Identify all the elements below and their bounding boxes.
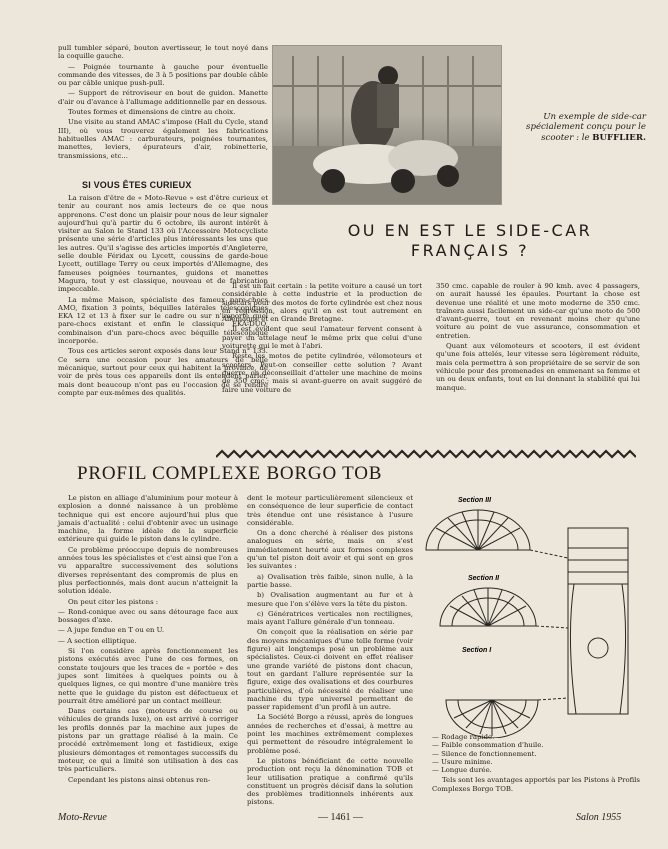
paragraph: — A section elliptique. — [58, 636, 137, 645]
paragraph: On conçoit que la réalisation en série par des moyens mécaniques d'une telle forme (voir figure) ait longtemps posé un problème aux spécialistes. Ceux-ci doivent en effet réaliser une grande variété de pistons dont chacun, tout en gardant l'allure représentée sur la figure, exige des ovalisations et des courbures particulières, d'où nécessité de réaliser une machine du type universel permettant de passer rapidement d'un profil à un autre. — [247, 628, 413, 712]
paragraph: On peut citer les pistons : — [68, 597, 159, 606]
paragraph: a) Ovalisation très faible, sinon nulle, à la partie basse. — [247, 572, 413, 589]
paragraph: La Société Borgo a réussi, après de longues années de recherches et d'essai, à mettre au point les machines extrêmement complexes qui permettent de résoudre intégralement le problème posé. — [247, 713, 413, 755]
sidecar-column-1 — [222, 282, 422, 396]
paragraph: Une visite au stand AMAC s'impose (Hall du Cycle, stand III), où vous trouverez également les fabrications habituelles AMAC : carburateurs, poignées tournantes, manettes, leviers, épurateurs d'air, robinetterie, transmissions, etc... — [58, 118, 268, 160]
caption-name: BUFFLIER. — [592, 132, 646, 143]
paragraph: — Support de rétroviseur en bout de guidon. Manette d'air ou d'avance à l'allumage additionnelle par en dessous. — [58, 89, 268, 106]
sidecar-title — [300, 221, 640, 261]
paragraph: Cependant les pistons ainsi obtenus ren- — [68, 775, 211, 784]
paragraph: Ce problème préoccupe depuis de nombreuses années tous les spécialistes et c'est ainsi que l'on a vu apparaître successivement des solutions diverses représentant des compromis de plus en plus perfectionnés, mais dont aucun n'atteignit la solution idéale. — [58, 545, 238, 596]
photo-caption — [508, 112, 646, 143]
column-left-top — [58, 44, 268, 162]
paragraph: La même Maison, spécialiste des fameux pare-chocs AMO, fixation 3 points, béquilles latérales télescopiques EKA 12 et 13 à fixer sur le cadre ou sur n'importe quel pare-chocs existant et enfin le classique EKA-DUO, combinaison d'un pare-chocs avec béquille télescopique incorporée. — [58, 295, 268, 346]
paragraph: b) Ovalisation augmentant au fur et à mesure que l'on s'élève vers la tête du piston. — [247, 591, 413, 608]
sidecar-title-line1: OU EN EST LE SIDE-CAR — [347, 221, 593, 240]
zigzag-divider — [216, 449, 636, 459]
paragraph: On a donc cherché à réaliser des pistons analogues en série, mais on s'est immédiatement heurté aux formes complexes qu'un tel piston doit avoir et qui sont en gros les suivantes : — [247, 529, 413, 571]
paragraph: Tous ces articles seront exposés dans leur Stand n° 133. Ce sera une occasion pour les amateurs de belle mécanique, surtout pour ceux qui habitent la province, de voir de près tous ces appareils dont ils entendent parler, mais dont beaucoup n'ont pas eu l'occasion de se rendre compte par eux-mêmes des qualités. — [58, 347, 268, 397]
section-1-label: Section I — [462, 647, 492, 654]
advantage-item: — Usure minime. — [432, 757, 493, 766]
borgo-column-2 — [247, 494, 413, 809]
advantages-list — [432, 733, 642, 793]
paragraph: Dans certains cas (moteurs de course ou véhicules de grands luxe), on est arrivé à corriger les profils donnés par la machine aux jupes de pistons par un grattage réalisé à la main. Ce procédé extrêmement long et fastidieux, exige plusieurs démontages et remontages successifs du moteur, ce qui a limité son utilisation à des cas très particuliers. — [58, 707, 238, 774]
advantage-item: — Longue durée. — [432, 766, 492, 775]
caption-text: Un exemple de side-car spécialement conçu pour le scooter : le — [526, 112, 646, 143]
paragraph: — A jupe fendue en T ou en U. — [58, 626, 165, 635]
paragraph: Quant aux vélomoteurs et scooters, il est évident qu'une fois attelés, leur vitesse sera légèrement réduite, mais cela permettra à son propriétaire de se servir de son véhicule pour des promenades en emmenant sa femme et un ou deux enfants, tout en lui donnant la stabilité qui lui manque. — [436, 342, 640, 392]
borgo-column-1 — [58, 494, 238, 786]
footer-left: Moto-Revue — [58, 812, 107, 823]
curieux-heading: SI VOUS ÊTES CURIEUX — [82, 180, 192, 190]
footer-page-number: — 1461 — — [318, 812, 363, 823]
paragraph: La raison d'être de « Moto-Revue » est d'être curieux et tenir au courant nos amis lecteurs de ce que nous apprenons. C'est donc un plaisir pour nous de leur signaler aujourd'hui qu'à partir du 6 octobre, ils auront intérêt à visiter au Salon le Stand 133 où l'Accessoire Motocycliste présente une série d'articles plus intéressants les uns que les autres. Qu'il s'agisse des articles importés d'Angleterre, selle double Féridax ou Lycett, coussins de garde-boue Lycett, outillage Terry ou ceux importés d'Allemagne, des fameuses poignées tournantes, guidons et manettes Magura, tout y est classique, nouveau et de fabrication impeccable. — [58, 194, 268, 294]
paragraph: Si l'on considère après fonctionnement les pistons exécutés avec l'une de ces formes, on constate toujours que les traces de « portée » des jupes sont limitées à quelques points ou à quelques lignes, ce qui montre d'une manière très nette que le guidage du piston est défectueux et pourrait être amélioré par un contact meilleur. — [58, 647, 238, 705]
paragraph: c) Génératrices verticales non rectilignes, mais ayant l'allure générale d'un tonneau. — [247, 609, 413, 627]
advantage-item: — Rodage rapide. — [432, 733, 495, 741]
sidecar-photo-illustration — [273, 46, 501, 204]
paragraph: Le pistons bénéficiant de cette nouvelle production ont reçu la dénomination TOB et leur utilisation pratique a confirmé qu'ils constituent un progrès décisif dans la solution des problèmes traditionnels inhérents aux pistons. — [247, 756, 413, 807]
piston-section-diagram — [418, 488, 643, 738]
paragraph: dent le moteur particulièrement silencieux et en conséquence de leur superficie de contact très étendue ont une résistance à l'usure considérable. — [247, 494, 413, 527]
paragraph: Reste les motos de petite cylindrée, vélomoteurs et scooters. Peut-on conseiller cette solution ? Avant guerre, on déconseillait d'atteler une machine de moins de 350 cmc.; mais si avant-guerre on avait suggéré de faire une voiture de — [222, 352, 422, 394]
sidecar-photo — [272, 45, 502, 205]
paragraph: Il est évident que seul l'amateur fervent consent à payer un attelage neuf le même prix que celui d'une voiturette qui le met à l'abri. — [222, 325, 422, 351]
paragraph: Toutes formes et dimensions de cintre au choix. — [68, 108, 236, 117]
advantage-item: — Silence de fonctionnement. — [432, 749, 537, 758]
borgo-title: PROFIL COMPLEXE BORGO TOB — [77, 463, 383, 484]
sidecar-title-line2: FRANÇAIS ? — [410, 241, 530, 260]
paragraph: 350 cmc. capable de rouler à 90 kmh. avec 4 passagers, on aurait haussé les épaules. Pourtant la chose est devenue une réalité et une moto moderne de 350 cmc. traînera aussi facilement un side-car qu'une moto de 500 d'avant-guerre, tout en revenant moins cher qu'une voiture au point de vue assurance, consommation et entretien. — [436, 282, 640, 340]
sidecar-column-2 — [436, 282, 640, 394]
section-3-label: Section III — [458, 497, 492, 504]
paragraph: Le piston en alliage d'aluminium pour moteur à explosion a donné naissance à un problème technique qui est encore aujourd'hui plus que jamais d'actualité : celui d'obtenir avec un usinage machine, la forme idéale de la superficie extérieure qui guide le piston dans le cylindre. — [58, 494, 238, 544]
advantage-item: — Faible consommation d'huile. — [432, 741, 544, 750]
paragraph: — Rond-conique avec ou sans détourage face aux bossages d'axe. — [58, 607, 238, 625]
section-2-label: Section II — [468, 575, 500, 582]
advantages-conclusion: Tels sont les avantages apportés par les Pistons à Profils Complexes Borgo TOB. — [432, 776, 640, 793]
paragraph: pull tumbler séparé, bouton avertisseur, le tout noyé dans la coquille gauche. — [58, 44, 268, 61]
paragraph: — Poignée tournante à gauche pour éventuelle commande des vitesses, de 3 à 5 positions par double câble ou par câble unique push-pull. — [58, 62, 268, 88]
footer-right: Salon 1955 — [576, 812, 622, 823]
paragraph: Il est un fait certain : la petite voiture a causé un tort considérable à cette industrie et la production de sidecars pour des motos de forte cylindrée est chez nous en régression, alors qu'il en est tout autrement en Allemagne et en Grande Bretagne. — [222, 282, 422, 324]
